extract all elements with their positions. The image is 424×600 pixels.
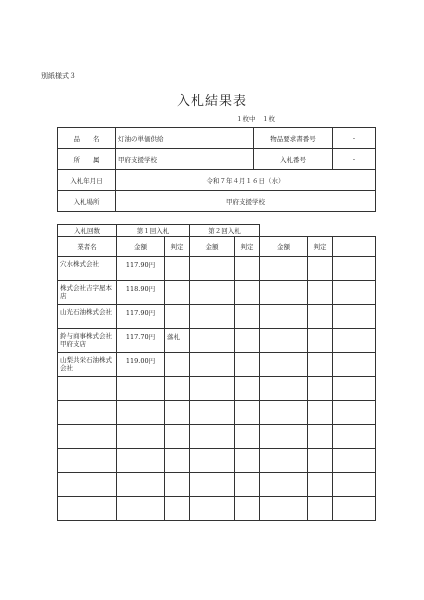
table-row bbox=[58, 329, 376, 353]
company-name: 山光石油株式会社 bbox=[58, 305, 117, 329]
dept-row bbox=[58, 149, 376, 170]
amount-header-3: 金額 bbox=[260, 237, 308, 257]
date-value: 令和７年４月１６日（水） bbox=[116, 170, 376, 191]
page-title: 入札結果表 bbox=[176, 94, 247, 109]
empty-row bbox=[58, 401, 376, 425]
item-label: 品 名 bbox=[58, 128, 116, 149]
place-row bbox=[58, 191, 376, 212]
place-value: 甲府支援学校 bbox=[116, 191, 376, 212]
table-row bbox=[58, 281, 376, 305]
bid-judgement: 落札 bbox=[165, 329, 190, 353]
judge-header-3: 判定 bbox=[308, 237, 333, 257]
extra-header-cell bbox=[333, 237, 376, 257]
date-row bbox=[58, 170, 376, 191]
bid-judgement bbox=[165, 257, 190, 281]
bid-amount: 119.00円 bbox=[117, 353, 165, 377]
judge-header-2: 判定 bbox=[235, 237, 260, 257]
amount-header-2: 金額 bbox=[190, 237, 235, 257]
bid-no-label: 入札番号 bbox=[254, 149, 333, 170]
empty-header-cell bbox=[260, 225, 376, 237]
round-label: 入札回数 bbox=[58, 225, 117, 237]
empty-row bbox=[58, 497, 376, 521]
company-header: 業者名 bbox=[58, 237, 117, 257]
table-row bbox=[58, 305, 376, 329]
date-label: 入札年月日 bbox=[58, 170, 116, 191]
bid-results-table bbox=[57, 224, 376, 521]
empty-row bbox=[58, 425, 376, 449]
round-header-row bbox=[58, 225, 376, 237]
page-count: １枚中 １枚 bbox=[236, 115, 275, 123]
column-header-row bbox=[58, 237, 376, 257]
place-label: 入札場所 bbox=[58, 191, 116, 212]
bid-judgement bbox=[165, 353, 190, 377]
round2-label: 第２回入札 bbox=[190, 225, 260, 237]
judge-header-1: 判定 bbox=[165, 237, 190, 257]
info-table bbox=[57, 127, 376, 212]
table-row bbox=[58, 353, 376, 377]
dept-value: 甲府支援学校 bbox=[116, 149, 254, 170]
bid-judgement bbox=[165, 281, 190, 305]
dept-label: 所 属 bbox=[58, 149, 116, 170]
empty-row bbox=[58, 377, 376, 401]
company-name: 株式会社吉字屋本店 bbox=[58, 281, 117, 305]
empty-row bbox=[58, 449, 376, 473]
table-row bbox=[58, 257, 376, 281]
company-name: 鈴与商事株式会社甲府支店 bbox=[58, 329, 117, 353]
bid-amount: 117.70円 bbox=[117, 329, 165, 353]
empty-row bbox=[58, 473, 376, 497]
bid-amount: 118.90円 bbox=[117, 281, 165, 305]
bid-amount: 117.90円 bbox=[117, 257, 165, 281]
form-label: 別紙様式３ bbox=[41, 72, 76, 80]
bid-judgement bbox=[165, 305, 190, 329]
amount-header-1: 金額 bbox=[117, 237, 165, 257]
company-name: 穴水株式会社 bbox=[58, 257, 117, 281]
item-row bbox=[58, 128, 376, 149]
item-value: 灯油の単価供給 bbox=[116, 128, 254, 149]
round1-label: 第１回入札 bbox=[117, 225, 190, 237]
request-no-label: 物品要求書番号 bbox=[254, 128, 333, 149]
company-name: 山梨共栄石油株式会社 bbox=[58, 353, 117, 377]
bid-amount: 117.90円 bbox=[117, 305, 165, 329]
request-no-value: - bbox=[333, 128, 376, 149]
bid-no-value: - bbox=[333, 149, 376, 170]
